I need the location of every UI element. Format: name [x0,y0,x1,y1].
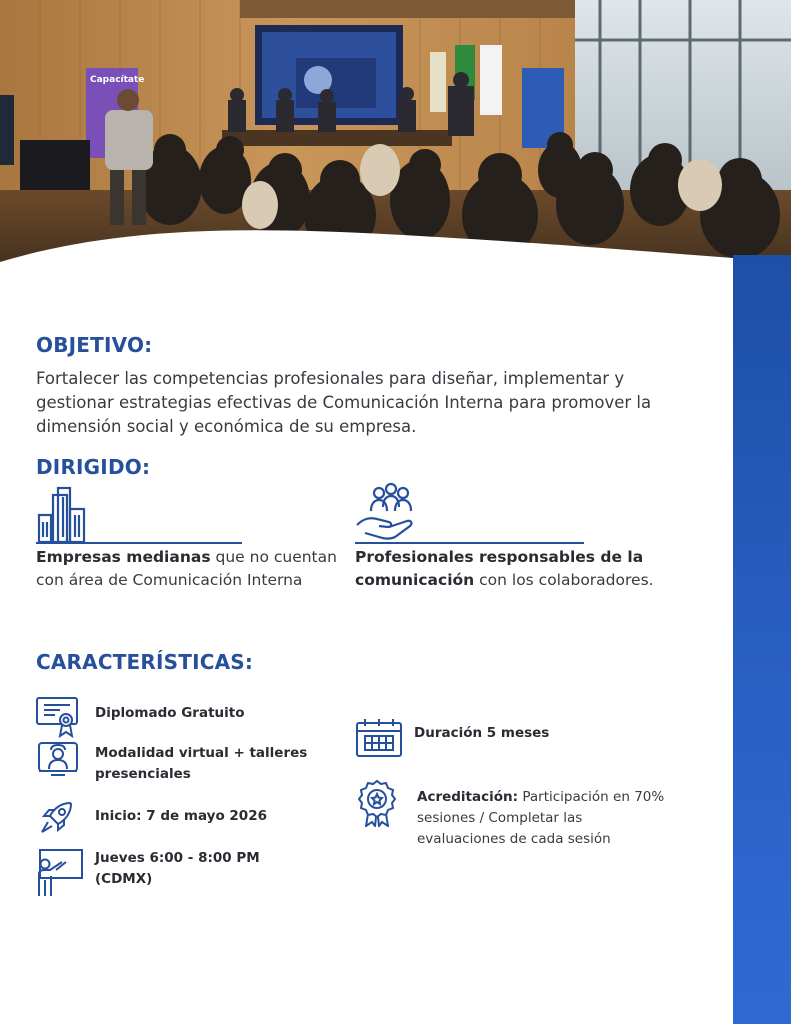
dirigido-text-empresas: Empresas medianas que no cuentan con área de Comunicación Interna [36,548,337,589]
dirigido-divider [36,542,242,544]
feature-label: Jueves 6:00 - 8:00 PM (CDMX) [95,850,260,887]
dirigido-item-profesionales [355,481,695,595]
feature-label: Modalidad virtual + talleres presenciales [95,745,308,782]
objetivo-text: Fortalecer las competencias profesionales para diseñar, implementar y gestionar estrategias efectivas de Comunicación Interna para promover la dimensión social y económica de su empresa. [36,369,652,436]
feature-label: Inicio: 7 de mayo 2026 [95,808,267,824]
feature-label: Diplomado Gratuito [95,705,245,721]
certificate-icon [35,696,79,743]
objetivo-heading: OBJETIVO: [36,333,153,357]
caracteristicas-heading: CARACTERÍSTICAS: [36,650,254,674]
dirigido-text-profesionales: Profesionales responsables de la comunicación con los colaboradores. [355,548,654,589]
calendar-icon [355,718,403,763]
teacher-board-icon [36,848,84,903]
dirigido-item-empresas [36,485,346,595]
virtual-presenter-icon [37,741,79,786]
award-badge-icon [358,779,396,832]
banner-left-text: Capacítate [90,75,145,85]
dirigido-heading: DIRIGIDO: [36,455,151,479]
hero-photo [0,0,791,290]
feature-label: Acreditación: Participación en 70% sesiones / Completar las evaluaciones de cada sesión [417,789,665,847]
side-accent-strip [733,255,791,1024]
feature-label: Duración 5 meses [414,725,550,741]
people-in-hand-icon [355,481,425,546]
buildings-icon [36,485,88,548]
rocket-icon [40,800,76,839]
dirigido-divider [355,542,584,544]
